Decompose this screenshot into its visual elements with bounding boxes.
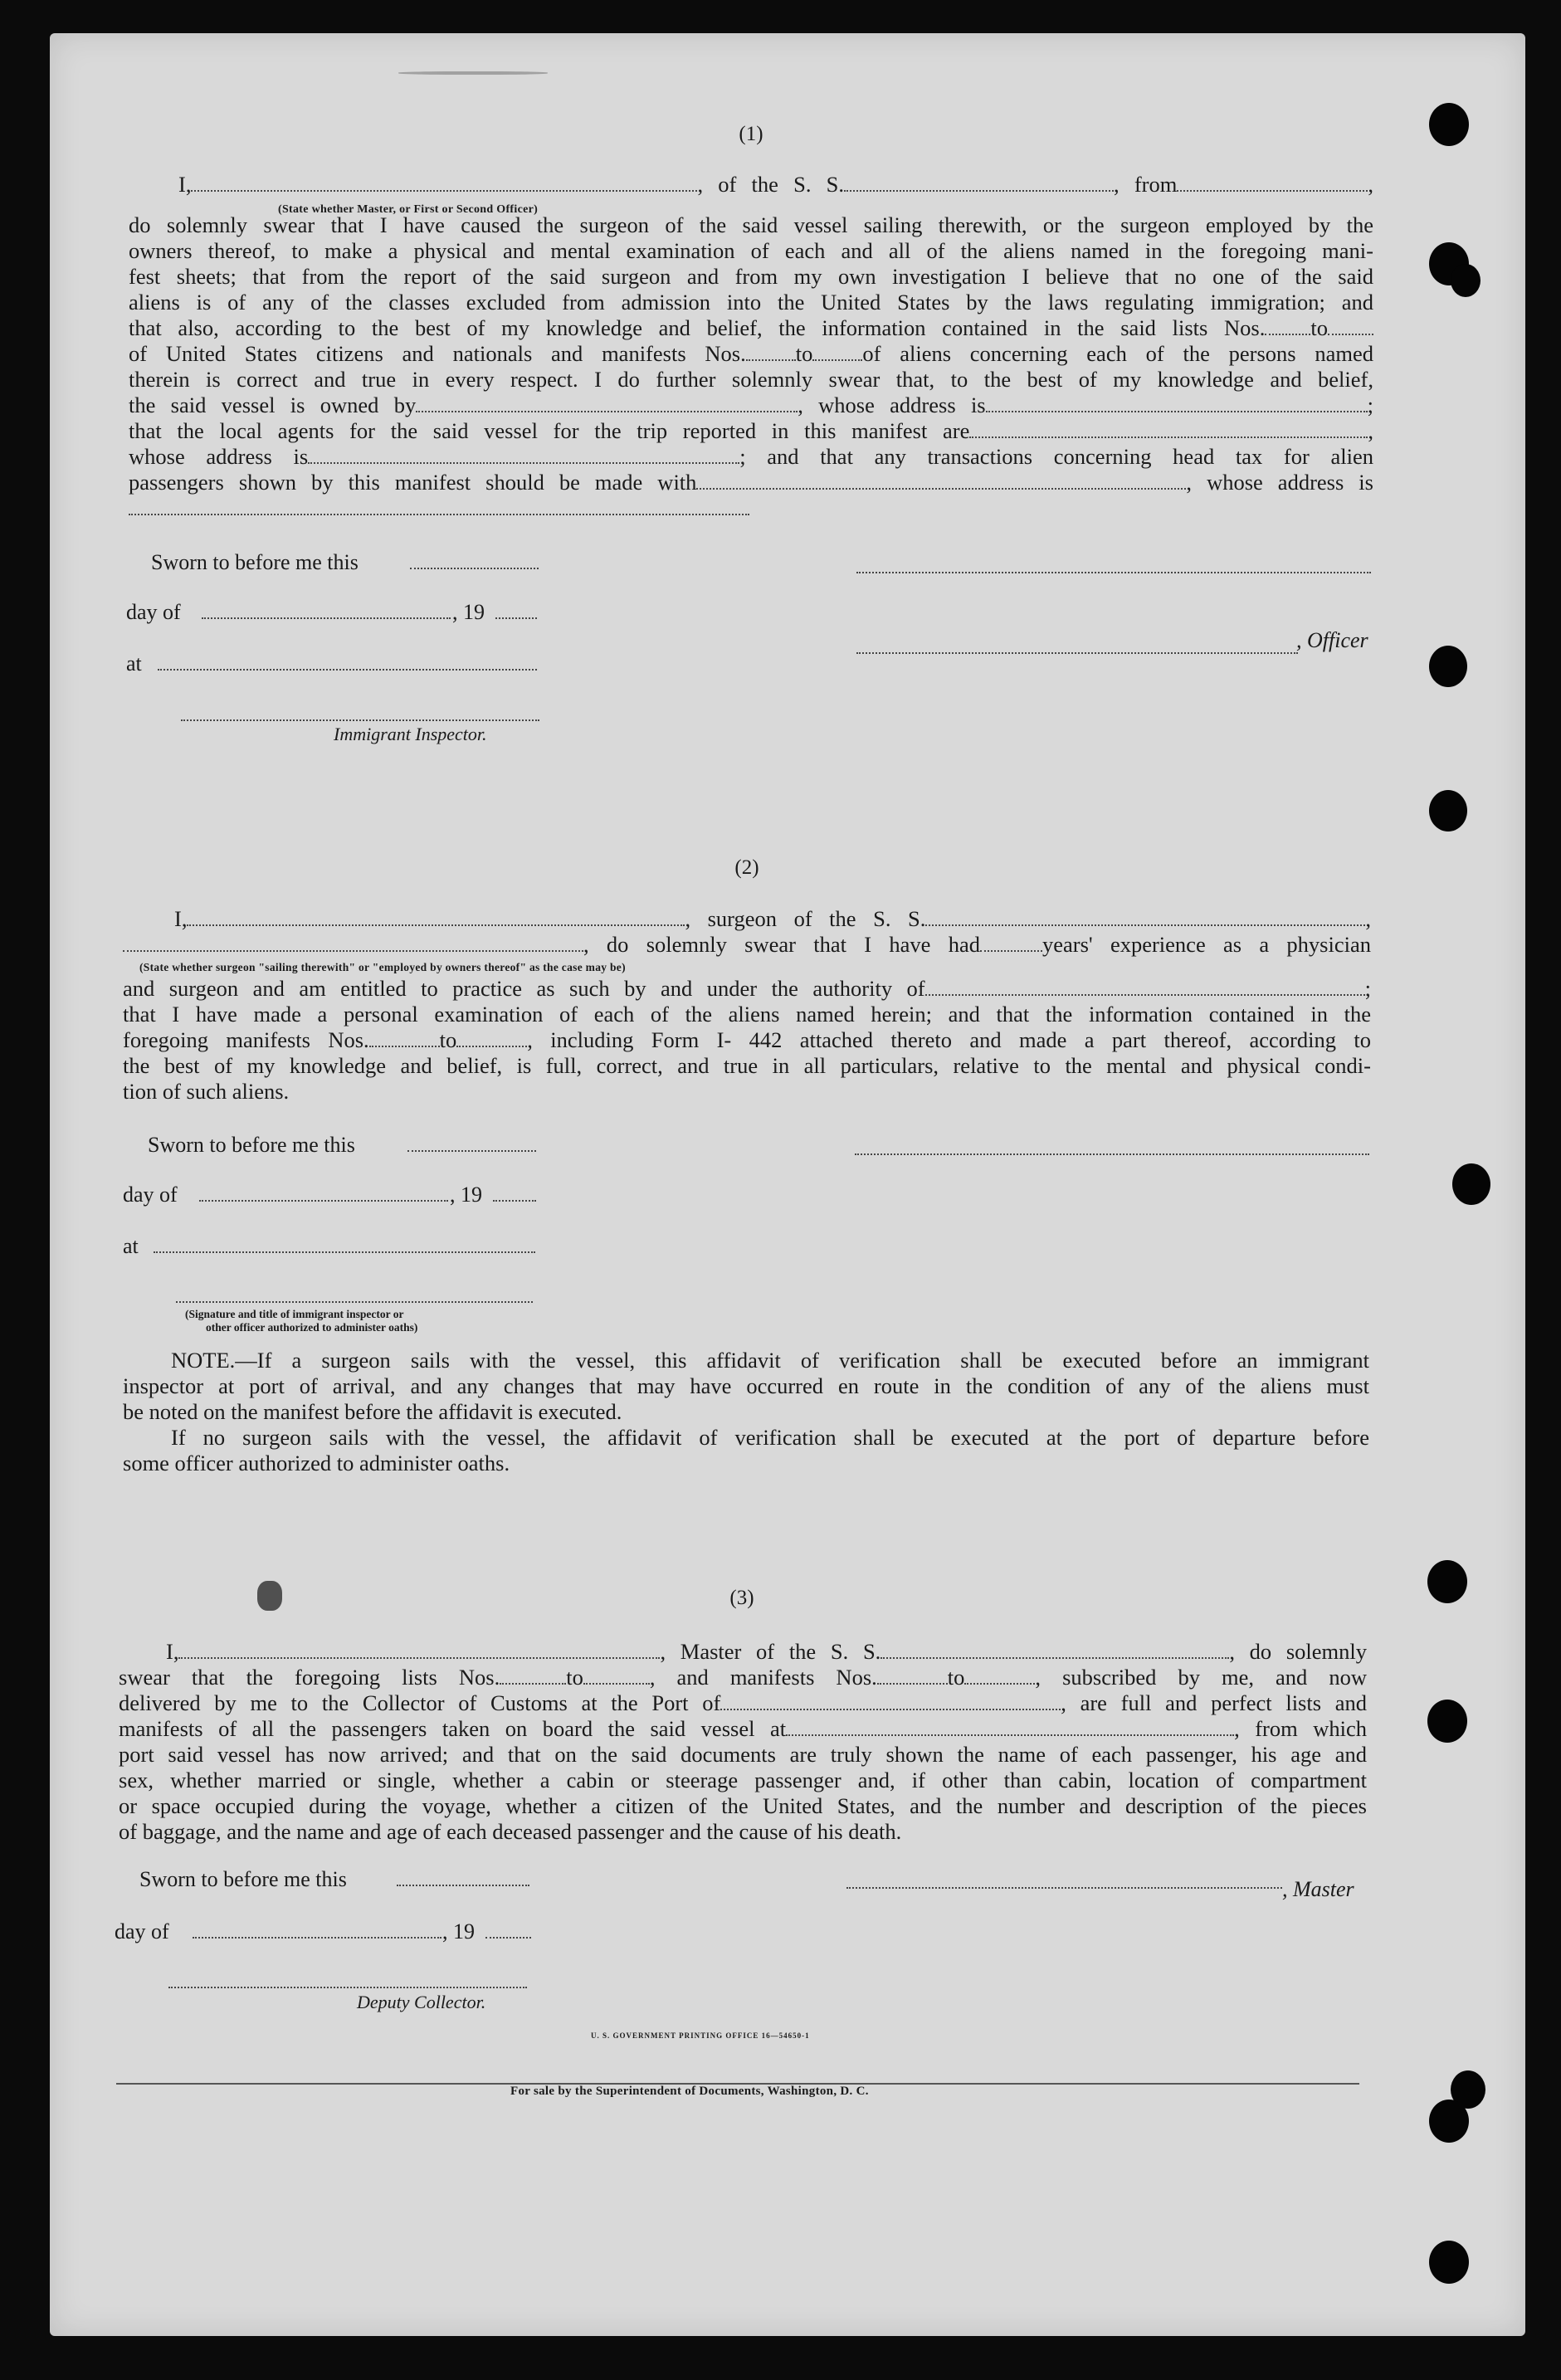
alien-manifests-from-field[interactable] [746,344,796,361]
section-1-line-11: whose address is ; and that any transactions concerning head tax for alien [129,444,1373,469]
note-line-2: inspector at port of arrival, and any changes that may have occurred en route in the condition of any of the aliens must [123,1373,1369,1398]
section-2-surgeon-signature-field[interactable] [855,1152,1369,1155]
ink-smudge [257,1581,282,1611]
section-3-year-label: , 19 [442,1919,475,1944]
section-3-line-8: of baggage, and the name and age of each deceased passenger and the cause of his death. [119,1819,902,1844]
punch-hole [1427,1700,1467,1743]
manifests-to-field[interactable] [964,1668,1035,1685]
lists-from-field[interactable] [500,1668,566,1685]
surgeon-name-field[interactable] [187,910,685,926]
lists-to-field[interactable] [583,1668,650,1685]
manifests-from-field[interactable] [877,1668,948,1685]
note-line-3: be noted on the manifest before the affidavit is executed. [123,1399,622,1424]
note-line-1: NOTE.—If a surgeon sails with the vessel, this affidavit of verification shall be executed before an immigrant [171,1348,1369,1373]
years-experience-field[interactable] [980,935,1042,952]
master-name-field[interactable] [178,1642,660,1659]
section-1-year-label: , 19 [452,600,485,624]
section-2-line-1: I, , surgeon of the S. S. , [174,906,1371,931]
departure-port-field[interactable] [1177,175,1368,192]
punch-hole [1429,646,1467,687]
section-1-sworn-date-field[interactable] [410,566,539,569]
officer-label: , Officer [1296,628,1368,652]
signature-note-line-1: (Signature and title of immigrant inspector or [185,1308,404,1320]
section-1-number: (1) [739,123,763,145]
officer-rank-note: (State whether Master, or First or Second Officer) [278,203,539,216]
section-3-sworn-date-field[interactable] [397,1883,529,1886]
section-1-line-7: of United States citizens and nationals and manifests Nos. to of aliens concerning each of the persons named [129,341,1373,366]
boarding-port-field[interactable] [786,1719,1234,1736]
local-agents-field[interactable] [969,422,1368,438]
section-3-day-of-label: day of [115,1919,169,1944]
ship-name-field[interactable] [844,175,1114,192]
section-2-number: (2) [734,856,759,879]
signature-note-line-2: other officer authorized to administer oaths) [206,1321,418,1334]
section-1-line-12: passengers shown by this manifest should be made with , whose address is [129,470,1373,495]
citizen-lists-from-field[interactable] [1265,319,1310,335]
section-2-line-2: , do solemnly swear that I have had years' experience as a physician [123,932,1371,958]
examined-manifests-to-field[interactable] [456,1031,527,1047]
section-1-at-label: at [126,651,142,675]
section-2-line-7: tion of such aliens. [123,1079,290,1104]
section-1-line-3: owners thereof, to make a physical and mental examination of each and all of the aliens named in the foregoing mani- [129,238,1373,263]
section-3-sworn-label: Sworn to before me this [139,1867,347,1891]
printer-imprint: U. S. GOVERNMENT PRINTING OFFICE 16—54650-1 [591,2031,810,2040]
section-1-line-9: the said vessel is owned by , whose address is ; [129,393,1373,417]
head-tax-party-field[interactable] [696,473,1186,490]
section-3-collector-signature-field[interactable] [168,1985,527,1988]
section-3-line-3: delivered by me to the Collector of Customs at the Port of , are full and perfect lists and [119,1690,1367,1715]
section-1-oath [129,172,1373,521]
section-1-sworn-label: Sworn to before me this [151,550,359,574]
section-2-year-field[interactable] [493,1198,536,1202]
section-3-line-2: swear that the foregoing lists Nos. to , and manifests Nos. to , subscribed by me, and now [119,1665,1367,1690]
section-3-month-field[interactable] [193,1935,441,1939]
surgeon-ship-field[interactable] [925,910,1365,926]
punch-hole [1429,103,1469,146]
section-2-month-field[interactable] [199,1198,448,1202]
surgeon-affidavit-note [123,1348,1369,1476]
section-3-oath [119,1639,1367,1845]
section-2-at-label: at [123,1234,139,1258]
surgeon-status-field[interactable] [123,935,583,952]
alien-manifests-to-field[interactable] [812,344,862,361]
section-3-master-signature-field[interactable] [846,1885,1282,1889]
section-1-place-field[interactable] [158,667,537,671]
section-3-line-1: I, , Master of the S. S. , do solemnly [166,1639,1367,1664]
section-1-line-5: aliens is of any of the classes excluded from admission into the United States by the laws regulating immigration; and [129,290,1373,315]
citizen-lists-to-field[interactable] [1328,319,1373,335]
officer-rank-field[interactable] [191,175,697,192]
section-1-line-1: I, , of the S. S. , from , [178,172,1373,197]
port-of-arrival-field[interactable] [720,1694,1061,1710]
section-2-line-5: foregoing manifests Nos. to , including Form I- 442 attached thereto and made a part thereof, according to [123,1027,1371,1052]
section-1-officer-signature-field[interactable] [856,651,1298,654]
examined-manifests-from-field[interactable] [369,1031,440,1047]
surgeon-status-note: (State whether surgeon "sailing therewith" or "employed by owners thereof" as the case may be) [139,961,626,973]
section-3-line-4: manifests of all the passengers taken on board the said vessel at , from which [119,1716,1367,1741]
section-1-line-10: that the local agents for the said vessel for the trip reported in this manifest are , [129,418,1373,443]
master-ship-field[interactable] [881,1642,1229,1659]
punch-hole [1429,2100,1469,2143]
section-2-line-4: that I have made a personal examination of each of the aliens named herein; and that the information contained in the [123,1002,1371,1027]
punch-hole [1452,1163,1490,1205]
section-3-line-5: port said vessel has now arrived; and that on the said documents are truly shown the name of each passenger, his age and [119,1742,1367,1767]
section-1-day-of-label: day of [126,600,181,624]
section-1-line-2: do solemnly swear that I have caused the surgeon of the said vessel sailing therewith, or the surgeon employed by the [129,212,1373,237]
footer-text: For sale by the Superintendent of Documents, Washington, D. C. [510,2085,869,2098]
section-1-month-field[interactable] [202,616,451,619]
section-1-inspector-signature-field[interactable] [181,718,539,721]
vessel-owner-field[interactable] [416,396,798,412]
agent-address-field[interactable] [308,447,739,464]
note-line-4: If no surgeon sails with the vessel, the affidavit of verification shall be executed at the port of departure before [171,1425,1369,1450]
section-2-place-field[interactable] [154,1250,535,1253]
section-3-line-6: sex, whether married or single, whether a cabin or steerage passenger and, if other than cabin, location of compartment [119,1768,1367,1792]
section-2-day-of-label: day of [123,1183,178,1207]
practice-authority-field[interactable] [925,979,1365,996]
punch-hole [1429,2241,1469,2284]
punch-hole [1429,790,1467,832]
ink-smudge [398,71,548,75]
head-tax-address-line [129,495,1373,521]
section-2-line-6: the best of my knowledge and belief, is full, correct, and true in all particulars, relative to the mental and physical condi- [123,1053,1371,1078]
section-2-sworn-label: Sworn to before me this [148,1133,355,1157]
punch-hole [1451,264,1481,297]
section-3-year-field[interactable] [485,1935,531,1939]
section-2-line-3: and surgeon and am entitled to practice as such by and under the authority of ; [123,976,1371,1001]
section-3-number: (3) [729,1587,754,1609]
section-1-officer-signature-line-1[interactable] [856,570,1371,573]
section-3-line-7: or space occupied during the voyage, whether a citizen of the United States, and the number and description of the pieces [119,1793,1367,1818]
section-1-line-4: fest sheets; that from the report of the said surgeon and from my own investigation I believe that no one of the said [129,264,1373,289]
section-2-sworn-date-field[interactable] [407,1149,536,1152]
deputy-collector-label: Deputy Collector. [357,1992,486,2012]
punch-hole [1427,1560,1467,1603]
section-1-line-6: that also, according to the best of my knowledge and belief, the information contained in the said lists Nos. to [129,315,1373,341]
note-line-5: some officer authorized to administer oaths. [123,1451,510,1475]
immigrant-inspector-label: Immigrant Inspector. [334,724,487,744]
owner-address-field[interactable] [986,396,1368,412]
section-2-inspector-signature-field[interactable] [176,1300,533,1303]
section-2-year-label: , 19 [450,1183,482,1207]
section-2-oath [123,906,1371,1105]
section-1-year-field[interactable] [495,616,537,619]
section-1-line-8: therein is correct and true in every respect. I do further solemnly swear that, to the best of my knowledge and belief, [129,367,1373,392]
head-tax-address-field[interactable] [129,499,749,515]
master-label: , Master [1282,1877,1354,1901]
